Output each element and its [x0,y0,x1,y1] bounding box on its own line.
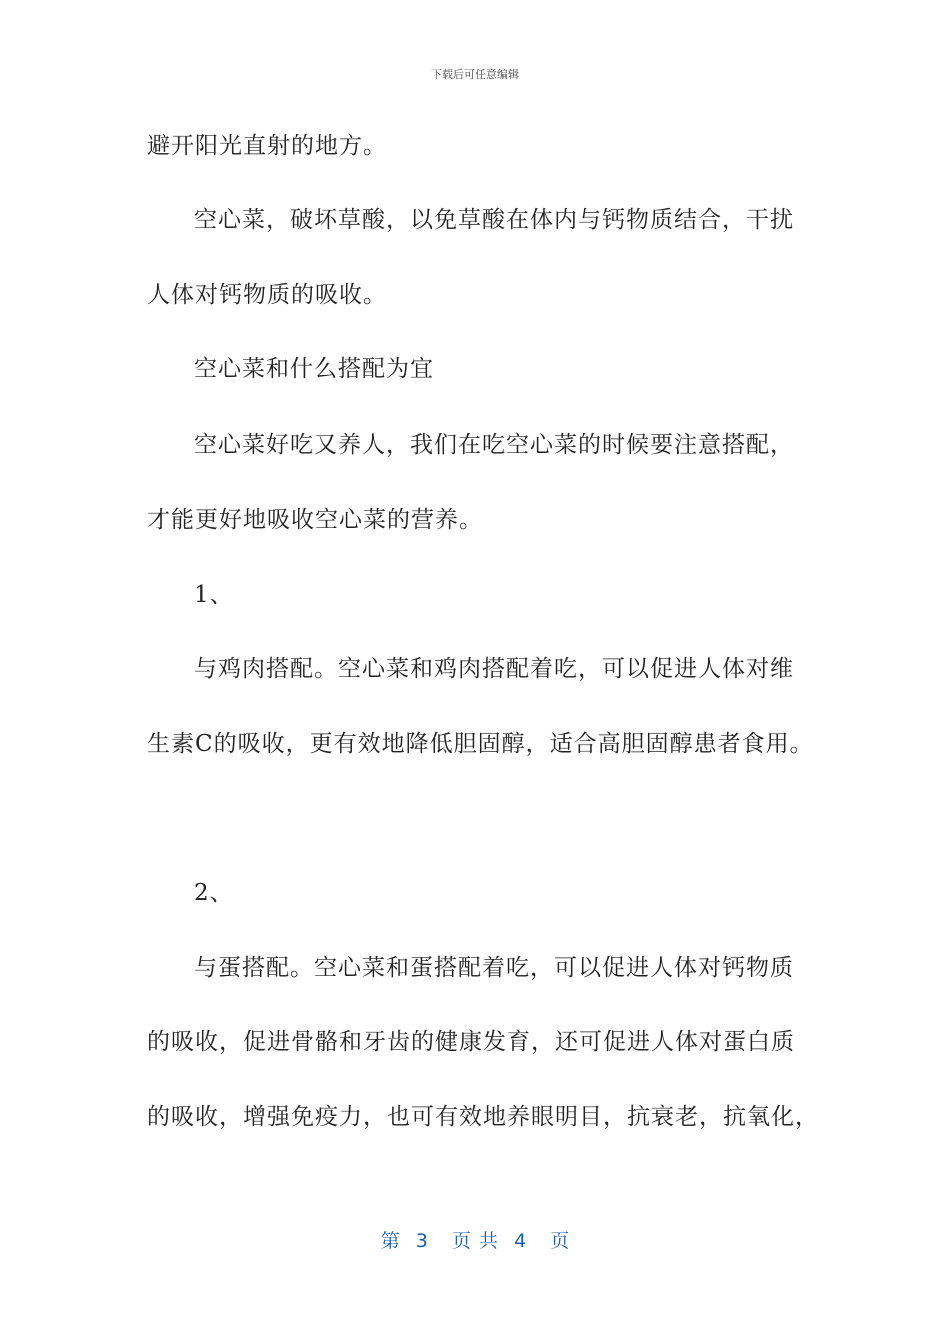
section-heading: 空心菜和什么搭配为宜 [194,356,434,382]
body-line: 人体对钙物质的吸收。 [147,282,387,308]
body-line: 空心菜好吃又养人，我们在吃空心菜的时候要注意搭配， [194,432,794,458]
body-line: 空心菜，破坏草酸，以免草酸在体内与钙物质结合，干扰 [194,207,794,233]
list-number: 1、 [194,582,234,608]
body-line: 与蛋搭配。空心菜和蛋搭配着吃，可以促进人体对钙物质 [194,955,794,981]
list-number: 2、 [194,880,234,906]
page-header-note: 下载后可任意编辑 [431,68,519,81]
body-line: 生素C的吸收，更有效地降低胆固醇，适合高胆固醇患者食用。 [147,731,814,757]
body-line: 的吸收，增强免疫力，也可有效地养眼明目，抗衰老，抗氧化， [147,1104,819,1130]
body-line: 的吸收，促进骨骼和牙齿的健康发育，还可促进人体对蛋白质 [147,1029,795,1055]
body-line: 才能更好地吸收空心菜的营养。 [147,507,483,533]
page-footer [0,1226,950,1253]
body-line: 与鸡肉搭配。空心菜和鸡肉搭配着吃，可以促进人体对维 [194,656,794,682]
page-number-label: 第 3 页 共 4 页 [380,1230,570,1252]
body-line: 避开阳光直射的地方。 [147,133,387,159]
